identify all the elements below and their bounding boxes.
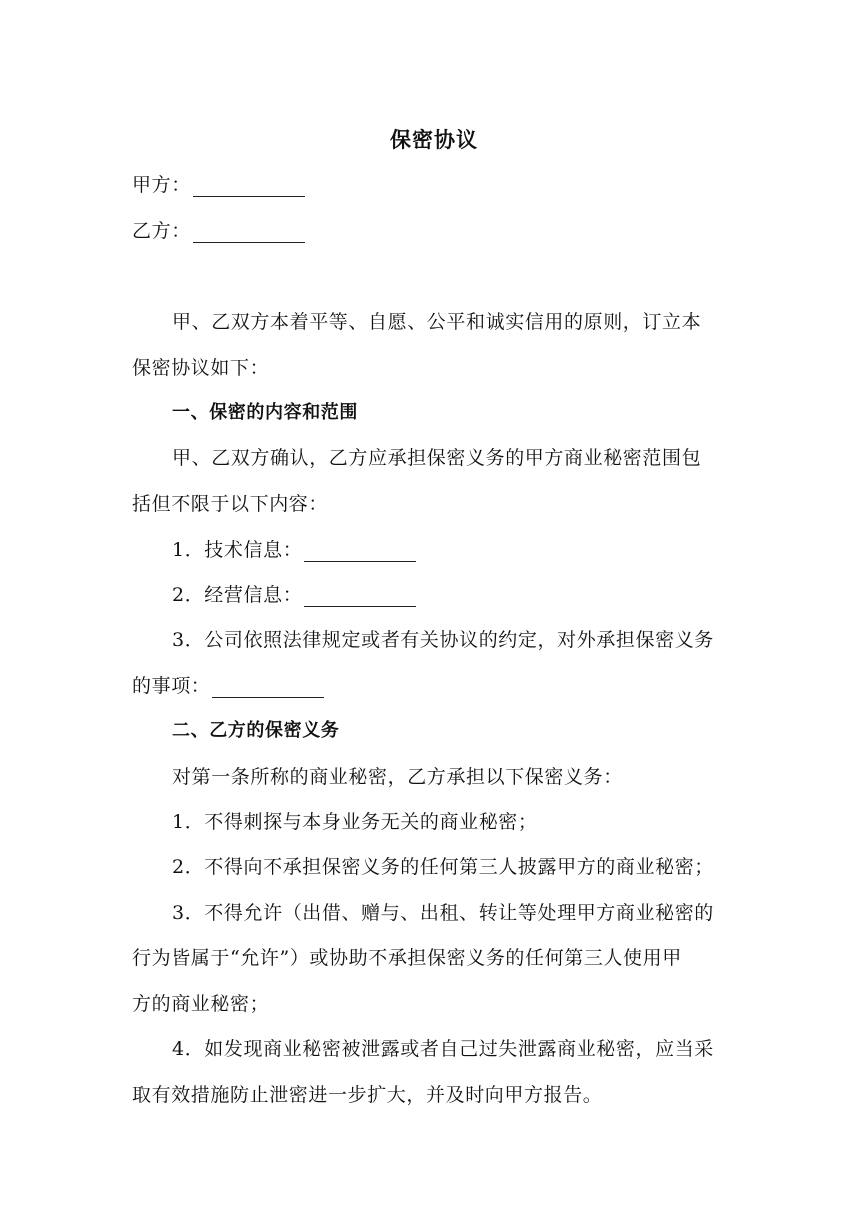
section-2-item-3-line-3: 方的商业秘密； — [132, 993, 270, 1015]
document-title: 保密协议 — [390, 127, 478, 152]
tech-info-label: 1．技术信息： — [172, 539, 303, 561]
section-2-item-2: 2．不得向不承担保密义务的任何第三人披露甲方的商业秘密； — [172, 856, 714, 878]
section-1-item-2 — [172, 583, 416, 607]
intro-line-1: 甲、乙双方本着平等、自愿、公平和诚实信用的原则，订立本 — [172, 311, 702, 333]
matters-blank — [212, 677, 324, 698]
section-1-para-line-2: 括但不限于以下内容： — [132, 493, 329, 515]
section-1-para-line-1: 甲、乙双方确认，乙方应承担保密义务的甲方商业秘密范围包 — [172, 447, 702, 469]
section-2-item-3-line-2: 行为皆属于“允许”）或协助不承担保密义务的任何第三人使用甲 — [132, 947, 682, 969]
party-a-blank — [193, 176, 305, 197]
tech-info-blank — [304, 541, 416, 562]
party-a-label: 甲方： — [132, 174, 191, 196]
section-1-item-1 — [172, 538, 416, 562]
section-2-heading: 二、乙方的保密义务 — [172, 720, 340, 741]
section-1-item-3-line-1: 3．公司依照法律规定或者有关协议的约定，对外承担保密义务 — [172, 629, 714, 651]
intro-line-2: 保密协议如下： — [132, 357, 270, 379]
business-info-blank — [304, 586, 416, 607]
section-2-item-4-line-2: 取有效措施防止泄密进一步扩大，并及时向甲方报告。 — [132, 1084, 603, 1106]
section-1-item-3-line-2 — [132, 674, 324, 698]
party-b-label: 乙方： — [132, 220, 191, 242]
business-info-label: 2．经营信息： — [172, 584, 303, 606]
section-2-item-1: 1．不得刺探与本身业务无关的商业秘密； — [172, 811, 538, 833]
section-2-item-4-line-1: 4．如发现商业秘密被泄露或者自己过失泄露商业秘密，应当采 — [172, 1038, 714, 1060]
matters-label: 的事项： — [132, 675, 211, 697]
section-2-para: 对第一条所称的商业秘密，乙方承担以下保密义务： — [172, 766, 623, 788]
party-a-line — [132, 173, 305, 197]
party-b-line — [132, 219, 305, 243]
party-b-blank — [193, 222, 305, 243]
section-2-item-3-line-1: 3．不得允许（出借、赠与、出租、转让等处理甲方商业秘密的 — [172, 902, 714, 924]
section-1-heading: 一、保密的内容和范围 — [172, 402, 358, 423]
